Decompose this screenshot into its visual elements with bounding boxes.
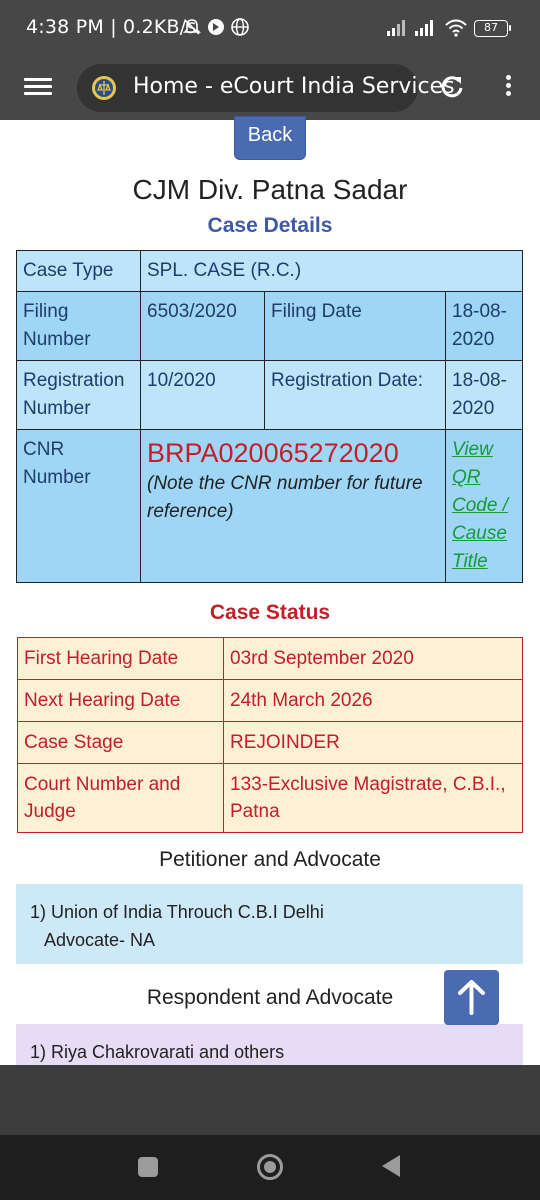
page-content: [0, 120, 540, 1065]
vpn-icon: [206, 17, 226, 37]
court-judge-label: Court Number and Judge: [18, 764, 224, 833]
case-status-heading: Case Status: [209, 601, 331, 624]
wifi-icon: [444, 19, 468, 37]
petitioner-heading: Petitioner and Advocate: [159, 848, 381, 871]
status-icons: [182, 17, 250, 37]
court-judge-value: 133-Exclusive Magistrate, C.B.I., Patna: [224, 764, 523, 833]
first-hearing-value: 03rd September 2020: [224, 638, 523, 680]
home-icon[interactable]: [257, 1154, 283, 1180]
next-hearing-label: Next Hearing Date: [18, 680, 224, 722]
court-title: CJM Div. Patna Sadar: [132, 174, 408, 205]
status-bar: [0, 0, 540, 58]
respondent-name: 1) Riya Chakrovarati and others: [30, 1042, 285, 1062]
table-row: [18, 764, 523, 833]
hamburger-menu-icon[interactable]: [24, 74, 52, 102]
bottom-panel: [0, 1065, 540, 1135]
cnr-note: (Note the CNR number for future reference): [147, 473, 423, 522]
petitioner-box: [16, 884, 523, 964]
cnr-cell: [141, 430, 446, 583]
qr-cell: [446, 430, 523, 583]
scroll-to-top-button[interactable]: [444, 970, 499, 1025]
table-row: [18, 638, 523, 680]
more-vert-icon[interactable]: [500, 72, 516, 104]
site-favicon-icon: [91, 75, 117, 101]
filing-date-value: 18-08-2020: [446, 292, 523, 361]
filing-number-label: Filing Number: [17, 292, 141, 361]
case-details-table: [16, 250, 523, 583]
recents-icon[interactable]: [138, 1157, 158, 1177]
reload-icon[interactable]: [437, 72, 467, 102]
signal-icon: [386, 20, 408, 36]
case-details-heading: Case Details: [207, 214, 333, 237]
back-button[interactable]: Back: [234, 116, 306, 160]
respondent-heading: Respondent and Advocate: [146, 986, 394, 1009]
case-stage-label: Case Stage: [18, 722, 224, 764]
system-nav-bar: [0, 1135, 540, 1200]
view-qr-code-link[interactable]: View QR Code / Cause Title: [452, 439, 508, 572]
registration-date-value: 18-08-2020: [446, 361, 523, 430]
table-row: [18, 722, 523, 764]
case-type-label: Case Type: [17, 251, 141, 292]
cnr-value: BRPA020065272020: [147, 438, 399, 468]
browser-toolbar: [0, 58, 540, 120]
petitioner-advocate: Advocate- NA: [44, 930, 156, 950]
page-title-text: Home - eCourt India Services: [133, 74, 455, 99]
globe-icon: [230, 17, 250, 37]
cnr-label: CNR Number: [17, 430, 141, 583]
registration-date-label: Registration Date:: [265, 361, 446, 430]
table-row: [18, 680, 523, 722]
next-hearing-value: 24th March 2026: [224, 680, 523, 722]
status-time: 4:38 PM | 0.2KB/s: [26, 16, 197, 38]
case-type-value: SPL. CASE (R.C.): [141, 251, 523, 292]
url-bar[interactable]: [77, 64, 455, 112]
mute-bell-icon: [182, 17, 202, 37]
signal-icon: [414, 20, 436, 36]
registration-number-value: 10/2020: [141, 361, 265, 430]
case-stage-value: REJOINDER: [224, 722, 523, 764]
registration-number-label: Registration Number: [17, 361, 141, 430]
arrow-up-icon: [444, 970, 499, 1025]
filing-number-value: 6503/2020: [141, 292, 265, 361]
petitioner-name: 1) Union of India Throuch C.B.I Delhi: [30, 902, 324, 922]
case-status-table: [17, 637, 523, 833]
battery-icon: 87: [474, 20, 508, 37]
first-hearing-label: First Hearing Date: [18, 638, 224, 680]
back-nav-icon[interactable]: [382, 1155, 400, 1177]
filing-date-label: Filing Date: [265, 292, 446, 361]
